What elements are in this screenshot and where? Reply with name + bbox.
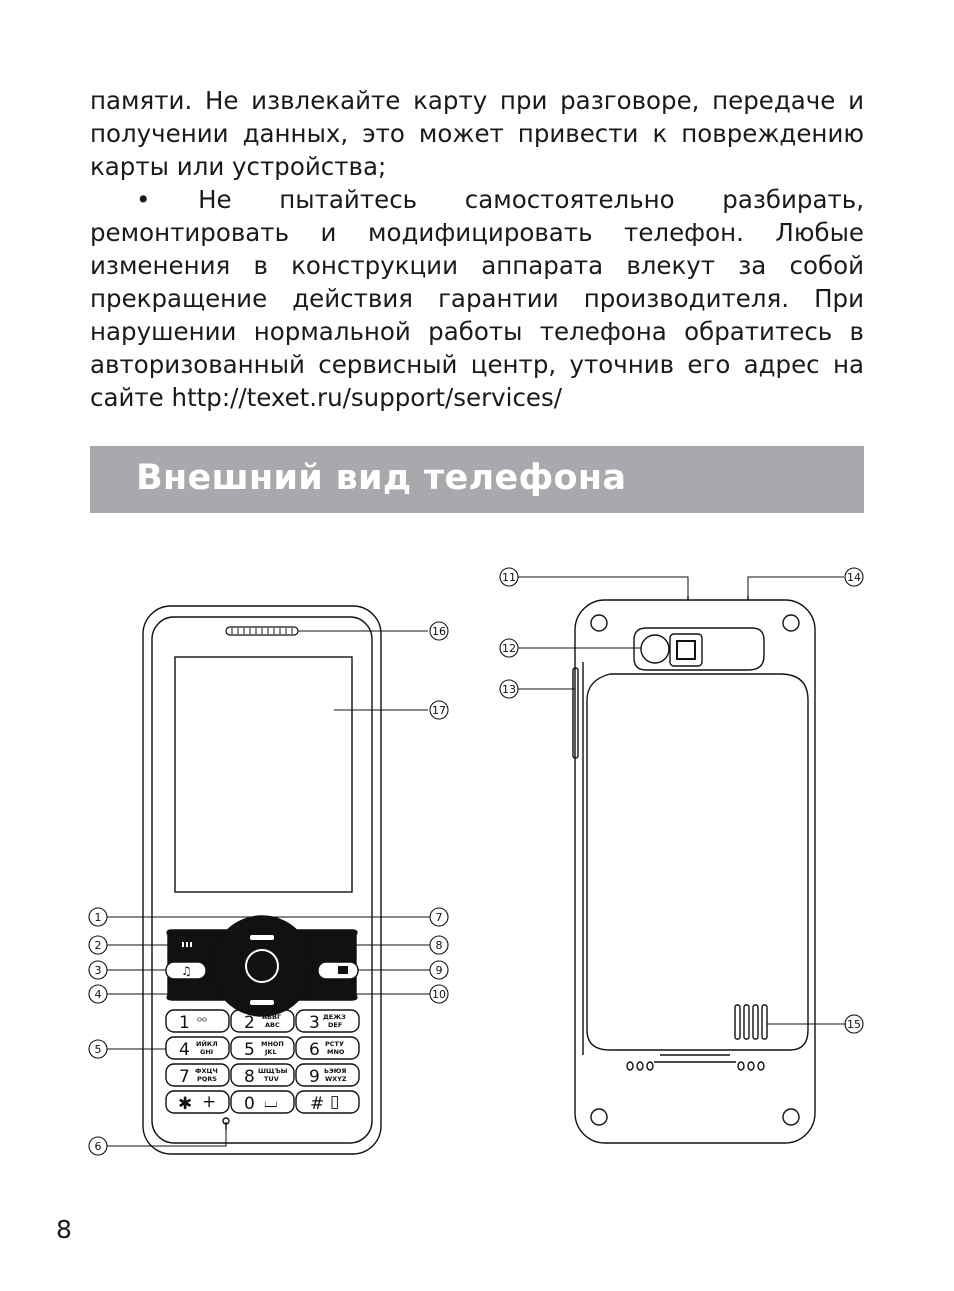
key-star — [166, 1091, 229, 1113]
key-hash — [296, 1091, 359, 1113]
page-number: 8 — [56, 1215, 72, 1244]
key-4-label: 4 — [179, 1040, 190, 1060]
section-heading-bar — [90, 446, 864, 513]
key-3-latin: DEF — [328, 1021, 343, 1029]
screw-bottom-right — [783, 1109, 799, 1125]
key-2-label: 2 — [244, 1013, 255, 1033]
key-0-label: 0 — [244, 1094, 255, 1114]
callout-8: 8 — [435, 939, 443, 952]
camera-lens-inner — [677, 641, 695, 659]
flash-led — [641, 635, 669, 663]
key-3-label: 3 — [309, 1013, 320, 1033]
back-view — [573, 596, 815, 1143]
paragraph-1: памяти. Не извлекайте карту при разговоре, передаче и получении данных, это может привести к повреждению карты или устройства; — [90, 86, 864, 181]
key-0-sub: ⌴ — [264, 1092, 278, 1112]
loudspeaker-grille — [762, 1005, 767, 1039]
callout-4: 4 — [94, 988, 102, 1001]
key-1-label: 1 — [179, 1013, 190, 1033]
callout-14: 14 — [847, 571, 861, 584]
key-5-label: 5 — [244, 1040, 255, 1060]
key-6-label: 6 — [309, 1040, 320, 1060]
callout-15: 15 — [847, 1018, 861, 1031]
callout-1: 1 — [94, 911, 102, 924]
display-screen — [175, 657, 352, 892]
bottom-holes-left — [627, 1062, 653, 1070]
body-text — [90, 84, 864, 414]
key-7-label: 7 — [179, 1067, 190, 1087]
key-6-latin: MNO — [327, 1048, 345, 1056]
key-2-latin: ABC — [265, 1021, 280, 1029]
bottom-holes-right — [738, 1062, 764, 1070]
bottom-slot — [654, 1055, 736, 1062]
key-7-latin: PQRS — [197, 1075, 217, 1083]
key-hash-label: # — [310, 1094, 325, 1114]
music-note-icon: ♫ — [181, 964, 192, 978]
camera-icon — [338, 966, 348, 974]
callout-9: 9 — [435, 964, 443, 977]
screw-top-left — [591, 615, 607, 631]
screw-bottom-left — [591, 1109, 607, 1125]
key-5-cyrillic: МНОП — [261, 1040, 284, 1048]
callout-2: 2 — [94, 939, 102, 952]
key-9-latin: WXYZ — [325, 1075, 347, 1083]
key-star-label: ✱ — [178, 1094, 193, 1114]
key-3-cyrillic: ДЕЖЗ — [323, 1013, 346, 1021]
key-star-sub: + — [202, 1092, 217, 1112]
key-hash-sub: ▯ — [330, 1092, 340, 1112]
key-9-cyrillic: ЬЭЮЯ — [324, 1067, 347, 1075]
callout-13: 13 — [502, 683, 516, 696]
battery-cover — [587, 674, 808, 1050]
key-4-latin: GHI — [200, 1048, 214, 1056]
phone-diagram — [0, 540, 954, 1170]
callout-3: 3 — [94, 964, 102, 977]
key-2-cyrillic: АБВГ — [262, 1013, 282, 1021]
key-8-cyrillic: ШЩЪЫ — [258, 1067, 288, 1075]
callout-7: 7 — [435, 911, 443, 924]
callout-leaders — [107, 577, 846, 1146]
voicemail-icon: ᴼᴼ — [197, 1017, 207, 1028]
key-0 — [231, 1091, 294, 1113]
key-7-cyrillic: ФХЦЧ — [195, 1067, 218, 1075]
key-8-label: 8 — [244, 1067, 255, 1087]
callout-11: 11 — [502, 571, 516, 584]
camera-lens — [670, 634, 702, 666]
callout-10: 10 — [432, 988, 446, 1001]
paragraph-2: • Не пытайтесь самостоятельно разбирать, ремонтировать и модифицировать телефон. Любые изменения в конструкции аппарата влекут за собой прекращение действия гарантии производителя. При нарушении нормальной работы телефона обратитесь в авторизованный сервисный центр, уточнив его адрес на сайте http://texet.ru/support/services/ — [90, 185, 864, 412]
key-8-latin: TUV — [264, 1075, 279, 1083]
callout-17: 17 — [432, 704, 446, 717]
key-9-label: 9 — [309, 1067, 320, 1087]
callout-5: 5 — [94, 1043, 102, 1056]
key-4-cyrillic: ИЙКЛ — [196, 1040, 218, 1048]
callout-16: 16 — [432, 625, 446, 638]
callout-12: 12 — [502, 642, 516, 655]
section-title: Внешний вид телефона — [136, 458, 627, 498]
key-5-latin: JKL — [265, 1048, 277, 1056]
callout-6: 6 — [94, 1140, 102, 1153]
key-6-cyrillic: РСТУ — [325, 1040, 344, 1048]
screw-top-right — [783, 615, 799, 631]
